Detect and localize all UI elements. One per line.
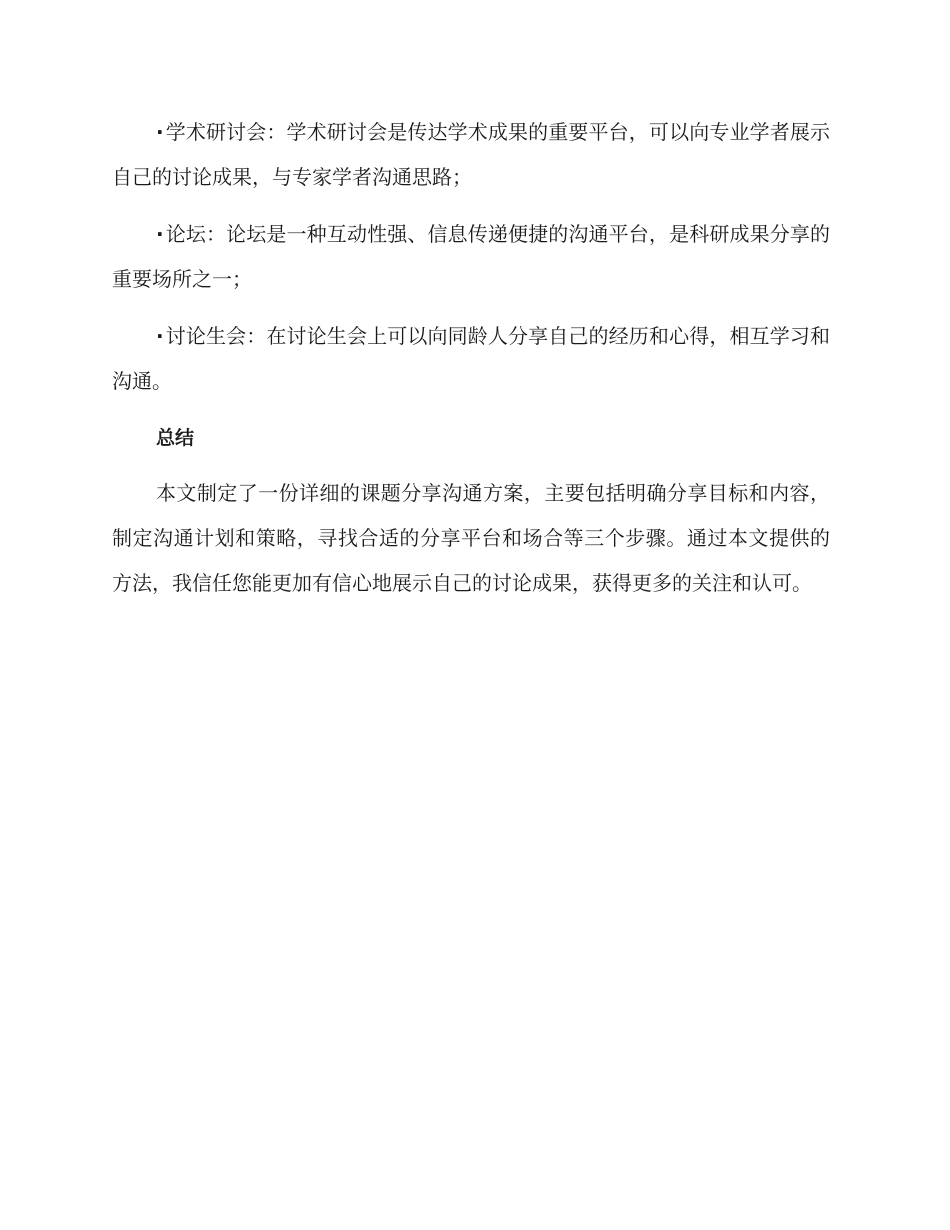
bullet-text: 论坛：论坛是一种互动性强、信息传递便捷的沟通平台，是科研成果分享的重要场所之一；	[112, 222, 830, 291]
bullet-marker: ·	[156, 222, 164, 246]
bullet-item-student-meeting	[112, 314, 830, 404]
bullet-item-forum	[112, 212, 830, 302]
bullet-marker: ·	[156, 120, 164, 144]
document-page	[112, 110, 830, 618]
bullet-text: 讨论生会：在讨论生会上可以向同龄人分享自己的经历和心得，相互学习和沟通。	[112, 324, 830, 393]
summary-heading: 总结	[156, 427, 195, 449]
summary-paragraph: 本文制定了一份详细的课题分享沟通方案，主要包括明确分享目标和内容，制定沟通计划和策略，寻找合适的分享平台和场合等三个步骤。通过本文提供的方法，我信任您能更加有信心地展示自己的讨论成果，获得更多的关注和认可。	[112, 481, 830, 595]
bullet-text: 学术研讨会：学术研讨会是传达学术成果的重要平台，可以向专业学者展示自己的讨论成果，与专家学者沟通思路；	[112, 120, 830, 189]
bullet-marker: ·	[156, 324, 164, 348]
bullet-item-academic-seminar	[112, 110, 830, 200]
